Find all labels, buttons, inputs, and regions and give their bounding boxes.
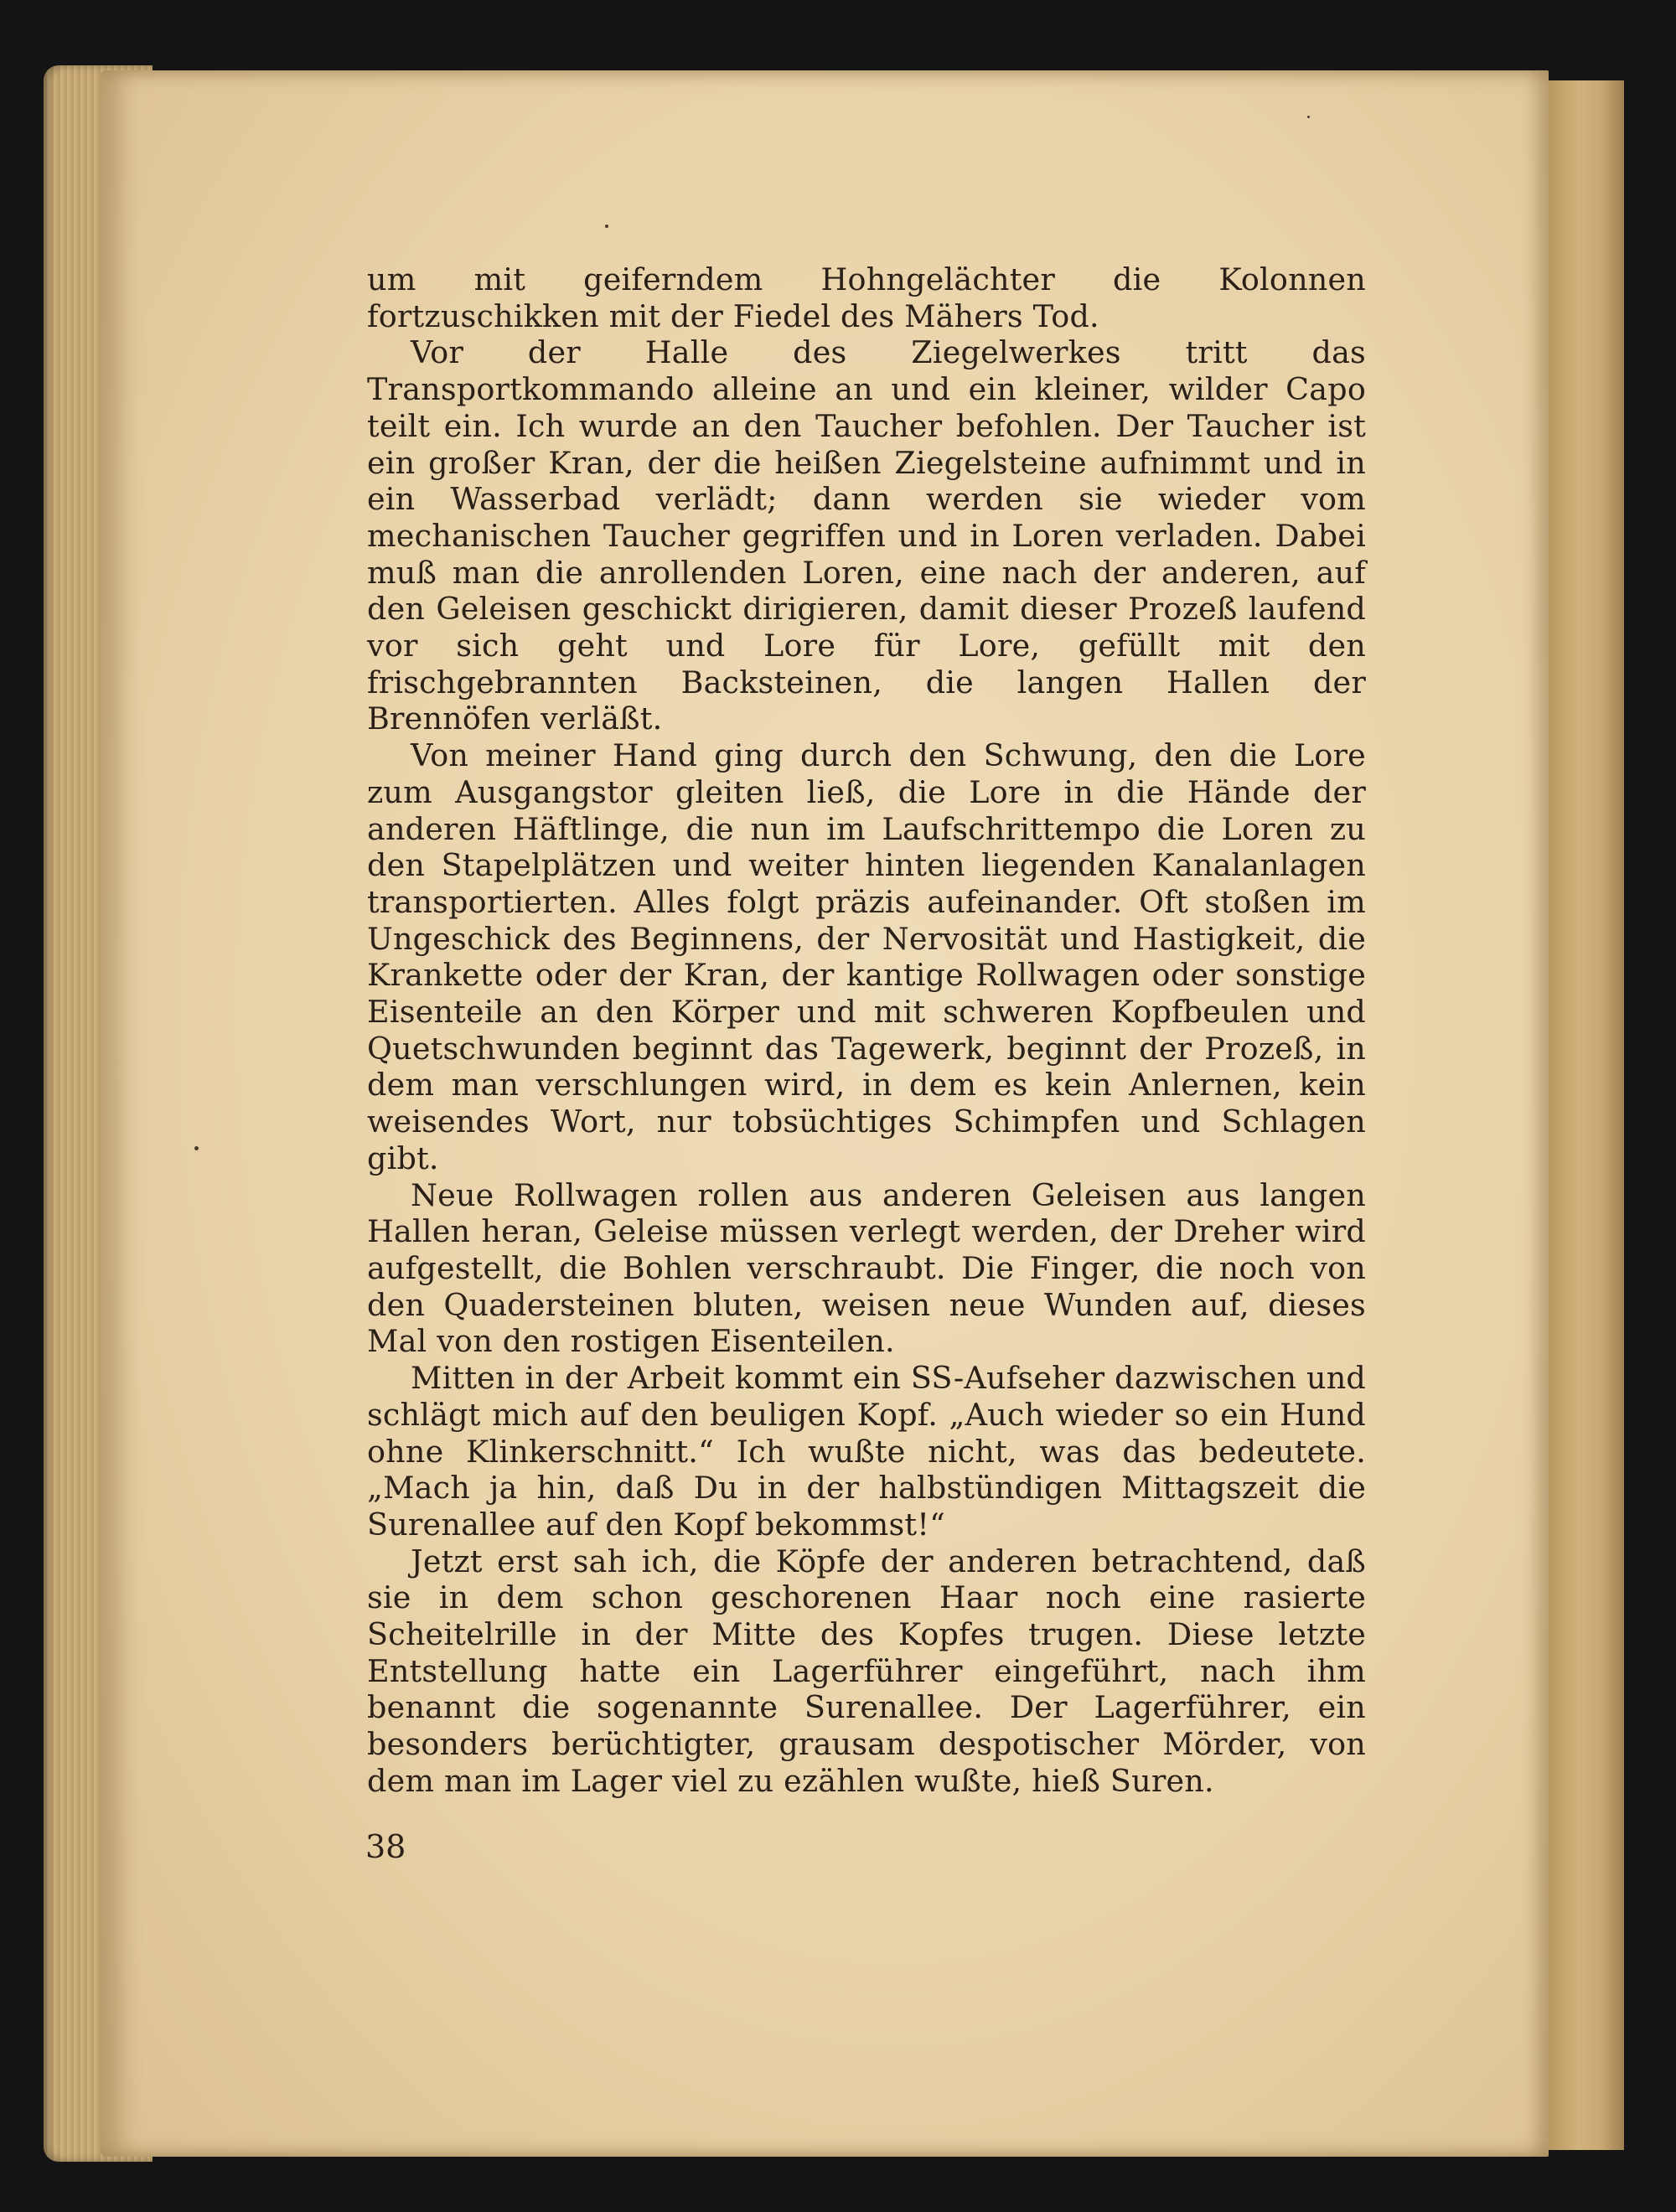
paragraph-6: Jetzt erst sah ich, die Köpfe der anderen betrachtend, daß sie in dem schon geschorenen Haar noch eine rasierte Scheitelrille in der Mitte des Kopfes trugen. Diese letzte Entstellung hatte ein Lagerführer eingeführt, nach ihm benannt die sogenannte Surenallee. Der Lagerführer, ein besonders berüchtigter, grausam despotischer Mörder, von dem man im Lager viel zu ezählen wußte, hieß Suren. [367,1543,1366,1799]
paragraph-2: Vor der Halle des Ziegelwerkes tritt das Transportkommando alleine an und ein kleiner, wilder Capo teilt ein. Ich wurde an den Taucher befohlen. Der Taucher ist ein großer Kran, der die heißen Ziegelsteine aufnimmt und in ein Wasserbad verlädt; dann werden sie wieder vom mechanischen Taucher gegriffen und in Loren verladen. Dabei muß man die anrollenden Loren, eine nach der anderen, auf den Geleisen geschickt dirigieren, damit dieser Prozeß laufend vor sich geht und Lore für Lore, gefüllt mit den frischgebrannten Backsteinen, die langen Hallen der Brennöfen verläßt. [367,334,1366,737]
page-number: 38 [365,1828,406,1865]
body-text [367,261,1366,1800]
paper-speck [605,225,608,228]
facing-page-edge [1549,80,1624,2150]
paragraph-5: Mitten in der Arbeit kommt ein SS-Aufseher dazwischen und schlägt mich auf den beuligen Kopf. „Auch wieder so ein Hund ohne Klinkerschnitt.“ Ich wußte nicht, was das bedeutete. „Mach ja hin, daß Du in der halbstündigen Mittagszeit die Surenallee auf den Kopf bekommst!“ [367,1360,1366,1543]
paragraph-1: um mit geiferndem Hohngelächter die Kolonnen fortzuschikken mit der Fiedel des Mähers Tod. [367,261,1366,334]
paragraph-4: Neue Rollwagen rollen aus anderen Geleisen aus langen Hallen heran, Geleise müssen verlegt werden, der Dreher wird aufgestellt, die Bohlen verschraubt. Die Finger, die noch von den Quadersteinen bluten, weisen neue Wunden auf, dieses Mal von den rostigen Eisenteilen. [367,1176,1366,1360]
paragraph-3: Von meiner Hand ging durch den Schwung, den die Lore zum Ausgangstor gleiten ließ, die Lore in die Hände der anderen Häftlinge, die nun im Laufschrittempo die Loren zu den Stapelplätzen und weiter hinten liegenden Kanalanlagen transportierten. Alles folgt präzis aufeinander. Oft stoßen im Ungeschick des Beginnens, der Nervosität und Hastigkeit, die Krankette oder der Kran, der kantige Rollwagen oder sonstige Eisenteile an den Körper und mit schweren Kopfbeulen und Quetschwunden beginnt das Tagewerk, beginnt der Prozeß, in dem man verschlungen wird, in dem es kein Anlernen, kein weisendes Wort, nur tobsüchtiges Schimpfen und Schlagen gibt. [367,737,1366,1176]
paper-speck [1307,116,1310,118]
paper-speck [194,1146,199,1150]
